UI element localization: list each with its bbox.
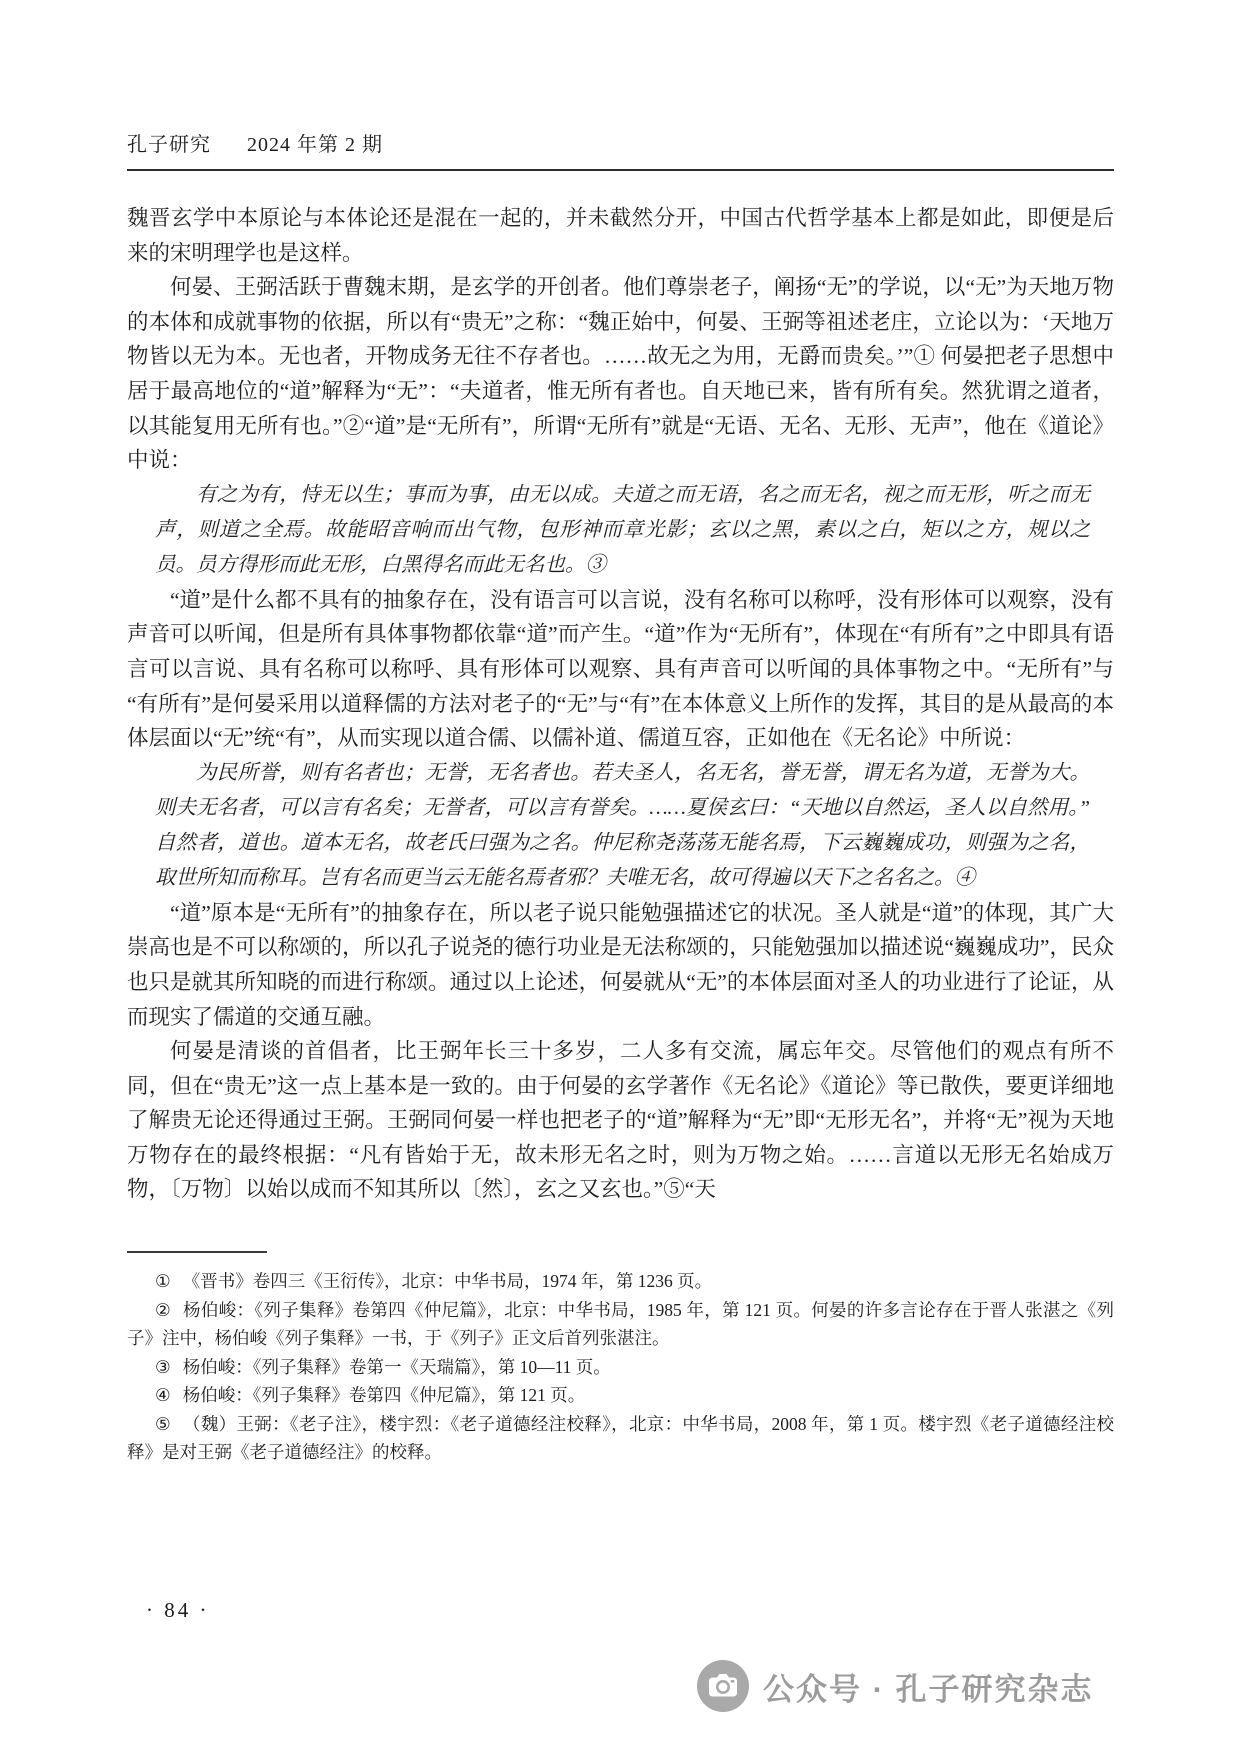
footnotes-section (127, 1251, 1114, 1467)
footnote-text: 杨伯峻：《列子集释》卷第一《天瑞篇》，第 10—11 页。 (182, 1356, 611, 1377)
block-quote: 为民所誉，则有名者也；无誉，无名者也。若夫圣人，名无名，誉无誉，谓无名为道，无誉为大。则夫无名者，可以言有名矣；无誉者，可以言有誉矣。……夏侯玄曰：“天地以自然运，圣人以自然用。”自然者，道也。道本无名，故老氏曰强为之名。仲尼称尧荡荡无能名焉，下云巍巍成功，则强为之名，取世所知而称耳。岂有名而更当云无能名焉者邪？夫唯无名，故可得遍以天下之名名之。④ (155, 761, 1090, 889)
camera-icon (697, 1660, 749, 1712)
footnote-item (127, 1267, 1114, 1296)
footnote-item (127, 1296, 1114, 1353)
watermark (697, 1660, 1094, 1712)
footnote-item (127, 1381, 1114, 1410)
body-paragraph: “道”原本是“无所有”的抽象存在，所以老子说只能勉强描述它的状况。圣人就是“道”的体现，其广大崇高也是不可以称颂的，所以孔子说尧的德行功业是无法称颂的，只能勉强加以描述说“巍巍成功”，民众也只是就其所知晓的而进行称颂。通过以上论述，何晏就从“无”的本体层面对圣人的功业进行了论证，从而现实了儒道的交通互融。 (127, 900, 1114, 1029)
running-head (127, 128, 1114, 171)
journal-title: 孔子研究 (127, 134, 211, 156)
block-quote: 有之为有，恃无以生；事而为事，由无以成。夫道之而无语，名之而无名，视之而无形，听之而无声，则道之全焉。故能昭音响而出气物，包形神而章光影；玄以之黑，素以之白，矩以之方，规以之员。员方得形而此无形，白黑得名而此无名也。③ (155, 483, 1090, 576)
footnote-text: 杨伯峻：《列子集释》卷第四《仲尼篇》，北京：中华书局，1985 年，第 121 页。何晏的许多言论存在于晋人张湛之《列子》注中，杨伯峻《列子集释》一书，于《列子》正文后首列张湛注。 (127, 1299, 1114, 1349)
footnote-marker: ④ (155, 1385, 171, 1406)
footnote-text: 杨伯峻：《列子集释》卷第四《仲尼篇》，第 121 页。 (182, 1385, 586, 1406)
body-paragraph: 何晏是清谈的首倡者，比王弼年长三十多岁，二人多有交流，属忘年交。尽管他们的观点有所不同，但在“贵无”这一点上基本是一致的。由于何晏的玄学著作《无名论》《道论》等已散佚，要更详细地了解贵无论还得通过王弼。王弼同何晏一样也把老子的“道”解释为“无”即“无形无名”，并将“无”视为天地万物存在的最终根据：“凡有皆始于无，故未形无名之时，则为万物之始。……言道以无形无名始成万物，〔万物〕以始以成而不知其所以〔然〕，玄之又玄也。”⑤“天 (127, 1039, 1114, 1202)
issue-label: 2024 年第 2 期 (247, 134, 383, 156)
footnote-marker: ② (155, 1299, 172, 1320)
body-paragraph: 何晏、王弼活跃于曹魏末期，是玄学的开创者。他们尊崇老子，阐扬“无”的学说，以“无”为天地万物的本体和成就事物的依据，所以有“贵无”之称：“魏正始中，何晏、王弼等祖述老庄，立论以为：‘天地万物皆以无为本。无也者，开物成务无往不存者也。……故无之为用，无爵而贵矣。’”① 何晏把老子思想中居于最高地位的“道”解释为“无”：“夫道者，惟无所有者也。自天地已来，皆有所有矣。然犹谓之道者，以其能复用无所有也。”②“道”是“无所有”，所谓“无所有”就是“无语、无名、无形、无声”，他在《道论》中说： (127, 275, 1114, 473)
body-paragraph: 魏晋玄学中本原论与本体论还是混在一起的，并未截然分开，中国古代哲学基本上都是如此，即便是后来的宋明理学也是这样。 (127, 206, 1114, 265)
footnote-marker: ⑤ (155, 1413, 172, 1434)
footnote-marker: ① (155, 1271, 171, 1292)
body-paragraph: “道”是什么都不具有的抽象存在，没有语言可以言说，没有名称可以称呼，没有形体可以观察，没有声音可以听闻，但是所有具体事物都依靠“道”而产生。“道”作为“无所有”，体现在“有所有”之中即具有语言可以言说、具有名称可以称呼、具有形体可以观察、具有声音可以听闻的具体事物之中。“无所有”与“有所有”是何晏采用以道释儒的方法对老子的“无”与“有”在本体意义上所作的发挥，其目的是从最高的本体层面以“无”统“有”，从而实现以道合儒、以儒补道、儒道互容，正如他在《无名论》中所说： (127, 587, 1114, 751)
footnote-item (127, 1410, 1114, 1467)
footnote-text: 《晋书》卷四三《王衍传》，北京：中华书局，1974 年，第 1236 页。 (182, 1271, 713, 1292)
footnote-item (127, 1353, 1114, 1382)
page-number: · 84 · (146, 1598, 210, 1622)
article-body (127, 201, 1114, 1207)
footnote-divider (127, 1251, 267, 1253)
footnote-marker: ③ (155, 1356, 171, 1377)
footnote-text: （魏）王弼：《老子注》，楼宇烈：《老子道德经注校释》，北京：中华书局，2008 年，第 1 页。楼宇烈《老子道德经注校释》是对王弼《老子道德经注》的校释。 (127, 1413, 1114, 1463)
watermark-text: 公众号 · 孔子研究杂志 (763, 1671, 1094, 1707)
